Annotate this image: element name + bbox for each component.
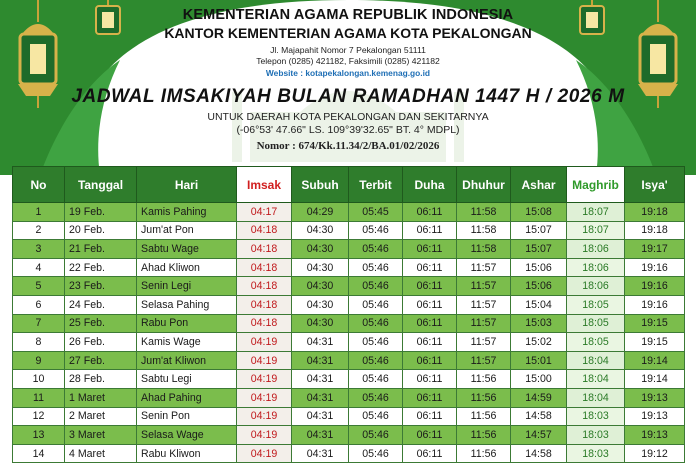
cell-duha: 06:11 <box>403 351 457 370</box>
cell-ashar: 14:58 <box>511 444 567 463</box>
column-header-subuh: Subuh <box>292 167 349 203</box>
table-row <box>13 240 685 259</box>
column-header-no: No <box>13 167 65 203</box>
cell-maghrib: 18:06 <box>567 277 625 296</box>
cell-no: 10 <box>13 370 65 389</box>
cell-hari: Rabu Pon <box>137 314 237 333</box>
cell-hari: Jum'at Kliwon <box>137 351 237 370</box>
cell-subuh: 04:30 <box>292 258 349 277</box>
cell-terbit: 05:46 <box>349 444 403 463</box>
cell-imsak: 04:19 <box>237 426 292 445</box>
table-row <box>13 333 685 352</box>
cell-isya: 19:14 <box>625 370 685 389</box>
cell-subuh: 04:31 <box>292 351 349 370</box>
cell-duha: 06:11 <box>403 426 457 445</box>
cell-hari: Ahad Pahing <box>137 388 237 407</box>
cell-subuh: 04:31 <box>292 444 349 463</box>
cell-subuh: 04:30 <box>292 240 349 259</box>
cell-imsak: 04:19 <box>237 333 292 352</box>
cell-dhuhur: 11:57 <box>457 258 511 277</box>
table-row <box>13 221 685 240</box>
cell-no: 2 <box>13 221 65 240</box>
cell-isya: 19:15 <box>625 314 685 333</box>
cell-maghrib: 18:03 <box>567 444 625 463</box>
table-row <box>13 277 685 296</box>
website-link[interactable]: kotapekalongan.kemenag.go.id <box>305 68 431 78</box>
page-title: JADWAL IMSAKIYAH BULAN RAMADHAN 1447 H / 2026 M <box>71 86 625 107</box>
table-row <box>13 370 685 389</box>
cell-dhuhur: 11:57 <box>457 351 511 370</box>
cell-duha: 06:11 <box>403 388 457 407</box>
cell-hari: Sabtu Legi <box>137 370 237 389</box>
cell-duha: 06:11 <box>403 444 457 463</box>
cell-imsak: 04:17 <box>237 203 292 222</box>
cell-subuh: 04:31 <box>292 388 349 407</box>
cell-hari: Selasa Pahing <box>137 295 237 314</box>
table-row <box>13 444 685 463</box>
cell-maghrib: 18:05 <box>567 333 625 352</box>
cell-no: 14 <box>13 444 65 463</box>
office-name: KANTOR KEMENTERIAN AGAMA KOTA PEKALONGAN <box>164 25 532 41</box>
cell-no: 6 <box>13 295 65 314</box>
column-header-isya: Isya' <box>625 167 685 203</box>
cell-ashar: 15:04 <box>511 295 567 314</box>
cell-ashar: 15:06 <box>511 258 567 277</box>
cell-maghrib: 18:07 <box>567 221 625 240</box>
cell-terbit: 05:46 <box>349 258 403 277</box>
cell-duha: 06:11 <box>403 314 457 333</box>
table-row <box>13 203 685 222</box>
cell-dhuhur: 11:56 <box>457 426 511 445</box>
cell-hari: Senin Legi <box>137 277 237 296</box>
cell-dhuhur: 11:56 <box>457 370 511 389</box>
cell-terbit: 05:46 <box>349 240 403 259</box>
cell-tanggal: 20 Feb. <box>65 221 137 240</box>
cell-hari: Selasa Wage <box>137 426 237 445</box>
cell-tanggal: 21 Feb. <box>65 240 137 259</box>
cell-hari: Senin Pon <box>137 407 237 426</box>
cell-hari: Sabtu Wage <box>137 240 237 259</box>
cell-dhuhur: 11:58 <box>457 240 511 259</box>
cell-maghrib: 18:06 <box>567 258 625 277</box>
cell-terbit: 05:46 <box>349 426 403 445</box>
cell-duha: 06:11 <box>403 370 457 389</box>
cell-terbit: 05:46 <box>349 407 403 426</box>
cell-maghrib: 18:04 <box>567 370 625 389</box>
cell-isya: 19:14 <box>625 351 685 370</box>
cell-hari: Kamis Wage <box>137 333 237 352</box>
cell-terbit: 05:46 <box>349 221 403 240</box>
cell-no: 4 <box>13 258 65 277</box>
column-header-maghrib: Maghrib <box>567 167 625 203</box>
cell-isya: 19:12 <box>625 444 685 463</box>
cell-maghrib: 18:03 <box>567 407 625 426</box>
cell-tanggal: 2 Maret <box>65 407 137 426</box>
cell-ashar: 15:02 <box>511 333 567 352</box>
cell-maghrib: 18:07 <box>567 203 625 222</box>
cell-imsak: 04:19 <box>237 407 292 426</box>
ministry-name: KEMENTERIAN AGAMA REPUBLIK INDONESIA <box>182 7 514 23</box>
cell-subuh: 04:31 <box>292 333 349 352</box>
table-row <box>13 351 685 370</box>
cell-ashar: 15:00 <box>511 370 567 389</box>
cell-subuh: 04:30 <box>292 221 349 240</box>
column-header-duha: Duha <box>403 167 457 203</box>
cell-isya: 19:18 <box>625 203 685 222</box>
cell-dhuhur: 11:56 <box>457 444 511 463</box>
cell-duha: 06:11 <box>403 277 457 296</box>
cell-tanggal: 28 Feb. <box>65 370 137 389</box>
cell-imsak: 04:19 <box>237 388 292 407</box>
cell-duha: 06:11 <box>403 221 457 240</box>
imsakiyah-table <box>12 166 685 463</box>
cell-dhuhur: 11:58 <box>457 221 511 240</box>
table-row <box>13 388 685 407</box>
cell-terbit: 05:46 <box>349 314 403 333</box>
cell-subuh: 04:30 <box>292 314 349 333</box>
table-row <box>13 407 685 426</box>
cell-dhuhur: 11:56 <box>457 388 511 407</box>
cell-tanggal: 1 Maret <box>65 388 137 407</box>
cell-ashar: 15:07 <box>511 240 567 259</box>
cell-tanggal: 24 Feb. <box>65 295 137 314</box>
cell-subuh: 04:31 <box>292 370 349 389</box>
cell-terbit: 05:46 <box>349 370 403 389</box>
cell-subuh: 04:30 <box>292 295 349 314</box>
cell-imsak: 04:19 <box>237 351 292 370</box>
cell-terbit: 05:46 <box>349 351 403 370</box>
region-subtitle: UNTUK DAERAH KOTA PEKALONGAN DAN SEKITARNYA <box>207 111 489 123</box>
cell-imsak: 04:19 <box>237 444 292 463</box>
cell-ashar: 15:03 <box>511 314 567 333</box>
cell-imsak: 04:18 <box>237 221 292 240</box>
table-header-row <box>13 167 685 203</box>
cell-subuh: 04:30 <box>292 277 349 296</box>
cell-dhuhur: 11:57 <box>457 314 511 333</box>
cell-subuh: 04:31 <box>292 407 349 426</box>
cell-duha: 06:11 <box>403 333 457 352</box>
cell-no: 12 <box>13 407 65 426</box>
cell-terbit: 05:46 <box>349 295 403 314</box>
cell-isya: 19:17 <box>625 240 685 259</box>
cell-ashar: 14:58 <box>511 407 567 426</box>
cell-dhuhur: 11:57 <box>457 333 511 352</box>
cell-hari: Rabu Kliwon <box>137 444 237 463</box>
cell-duha: 06:11 <box>403 407 457 426</box>
cell-isya: 19:15 <box>625 333 685 352</box>
cell-no: 1 <box>13 203 65 222</box>
cell-subuh: 04:29 <box>292 203 349 222</box>
cell-imsak: 04:18 <box>237 258 292 277</box>
cell-maghrib: 18:03 <box>567 426 625 445</box>
cell-imsak: 04:18 <box>237 277 292 296</box>
cell-no: 5 <box>13 277 65 296</box>
cell-imsak: 04:18 <box>237 295 292 314</box>
table-row <box>13 258 685 277</box>
cell-no: 9 <box>13 351 65 370</box>
column-header-hari: Hari <box>137 167 237 203</box>
office-phone: Telepon (0285) 421182, Faksimili (0285) 421182 <box>256 56 440 66</box>
coordinates-subtitle: (-06°53' 47.66" LS. 109°39'32.65" BT. 4° MDPL) <box>236 124 460 136</box>
cell-ashar: 14:59 <box>511 388 567 407</box>
cell-tanggal: 19 Feb. <box>65 203 137 222</box>
table-row <box>13 314 685 333</box>
column-header-ashar: Ashar <box>511 167 567 203</box>
cell-hari: Kamis Pahing <box>137 203 237 222</box>
cell-tanggal: 3 Maret <box>65 426 137 445</box>
cell-dhuhur: 11:56 <box>457 407 511 426</box>
cell-imsak: 04:18 <box>237 314 292 333</box>
cell-duha: 06:11 <box>403 258 457 277</box>
cell-no: 3 <box>13 240 65 259</box>
cell-tanggal: 27 Feb. <box>65 351 137 370</box>
column-header-dhuhur: Dhuhur <box>457 167 511 203</box>
cell-maghrib: 18:04 <box>567 388 625 407</box>
cell-duha: 06:11 <box>403 240 457 259</box>
cell-ashar: 14:57 <box>511 426 567 445</box>
cell-ashar: 15:07 <box>511 221 567 240</box>
cell-no: 7 <box>13 314 65 333</box>
cell-no: 8 <box>13 333 65 352</box>
cell-ashar: 15:06 <box>511 277 567 296</box>
cell-duha: 06:11 <box>403 203 457 222</box>
table-body <box>13 203 685 463</box>
cell-maghrib: 18:05 <box>567 295 625 314</box>
cell-isya: 19:16 <box>625 277 685 296</box>
cell-tanggal: 22 Feb. <box>65 258 137 277</box>
cell-isya: 19:13 <box>625 388 685 407</box>
table-row <box>13 426 685 445</box>
cell-terbit: 05:46 <box>349 277 403 296</box>
cell-terbit: 05:46 <box>349 388 403 407</box>
table-row <box>13 295 685 314</box>
cell-tanggal: 25 Feb. <box>65 314 137 333</box>
cell-ashar: 15:08 <box>511 203 567 222</box>
cell-hari: Jum'at Pon <box>137 221 237 240</box>
cell-ashar: 15:01 <box>511 351 567 370</box>
cell-tanggal: 23 Feb. <box>65 277 137 296</box>
office-website <box>0 68 696 78</box>
cell-terbit: 05:45 <box>349 203 403 222</box>
cell-imsak: 04:18 <box>237 240 292 259</box>
cell-isya: 19:13 <box>625 407 685 426</box>
cell-imsak: 04:19 <box>237 370 292 389</box>
cell-tanggal: 4 Maret <box>65 444 137 463</box>
cell-maghrib: 18:06 <box>567 240 625 259</box>
cell-isya: 19:16 <box>625 295 685 314</box>
website-label: Website : <box>265 68 306 78</box>
cell-no: 11 <box>13 388 65 407</box>
cell-isya: 19:16 <box>625 258 685 277</box>
cell-maghrib: 18:04 <box>567 351 625 370</box>
cell-isya: 19:13 <box>625 426 685 445</box>
cell-dhuhur: 11:58 <box>457 203 511 222</box>
cell-tanggal: 26 Feb. <box>65 333 137 352</box>
cell-dhuhur: 11:57 <box>457 277 511 296</box>
column-header-terbit: Terbit <box>349 167 403 203</box>
cell-subuh: 04:31 <box>292 426 349 445</box>
column-header-imsak: Imsak <box>237 167 292 203</box>
cell-terbit: 05:46 <box>349 333 403 352</box>
cell-duha: 06:11 <box>403 295 457 314</box>
cell-hari: Ahad Kliwon <box>137 258 237 277</box>
office-address: Jl. Majapahit Nomor 7 Pekalongan 51111 <box>270 45 426 55</box>
document-number: Nomor : 674/Kk.11.34/2/BA.01/02/2026 <box>256 140 440 152</box>
cell-no: 13 <box>13 426 65 445</box>
column-header-tanggal: Tanggal <box>65 167 137 203</box>
cell-isya: 19:18 <box>625 221 685 240</box>
cell-maghrib: 18:05 <box>567 314 625 333</box>
cell-dhuhur: 11:57 <box>457 295 511 314</box>
